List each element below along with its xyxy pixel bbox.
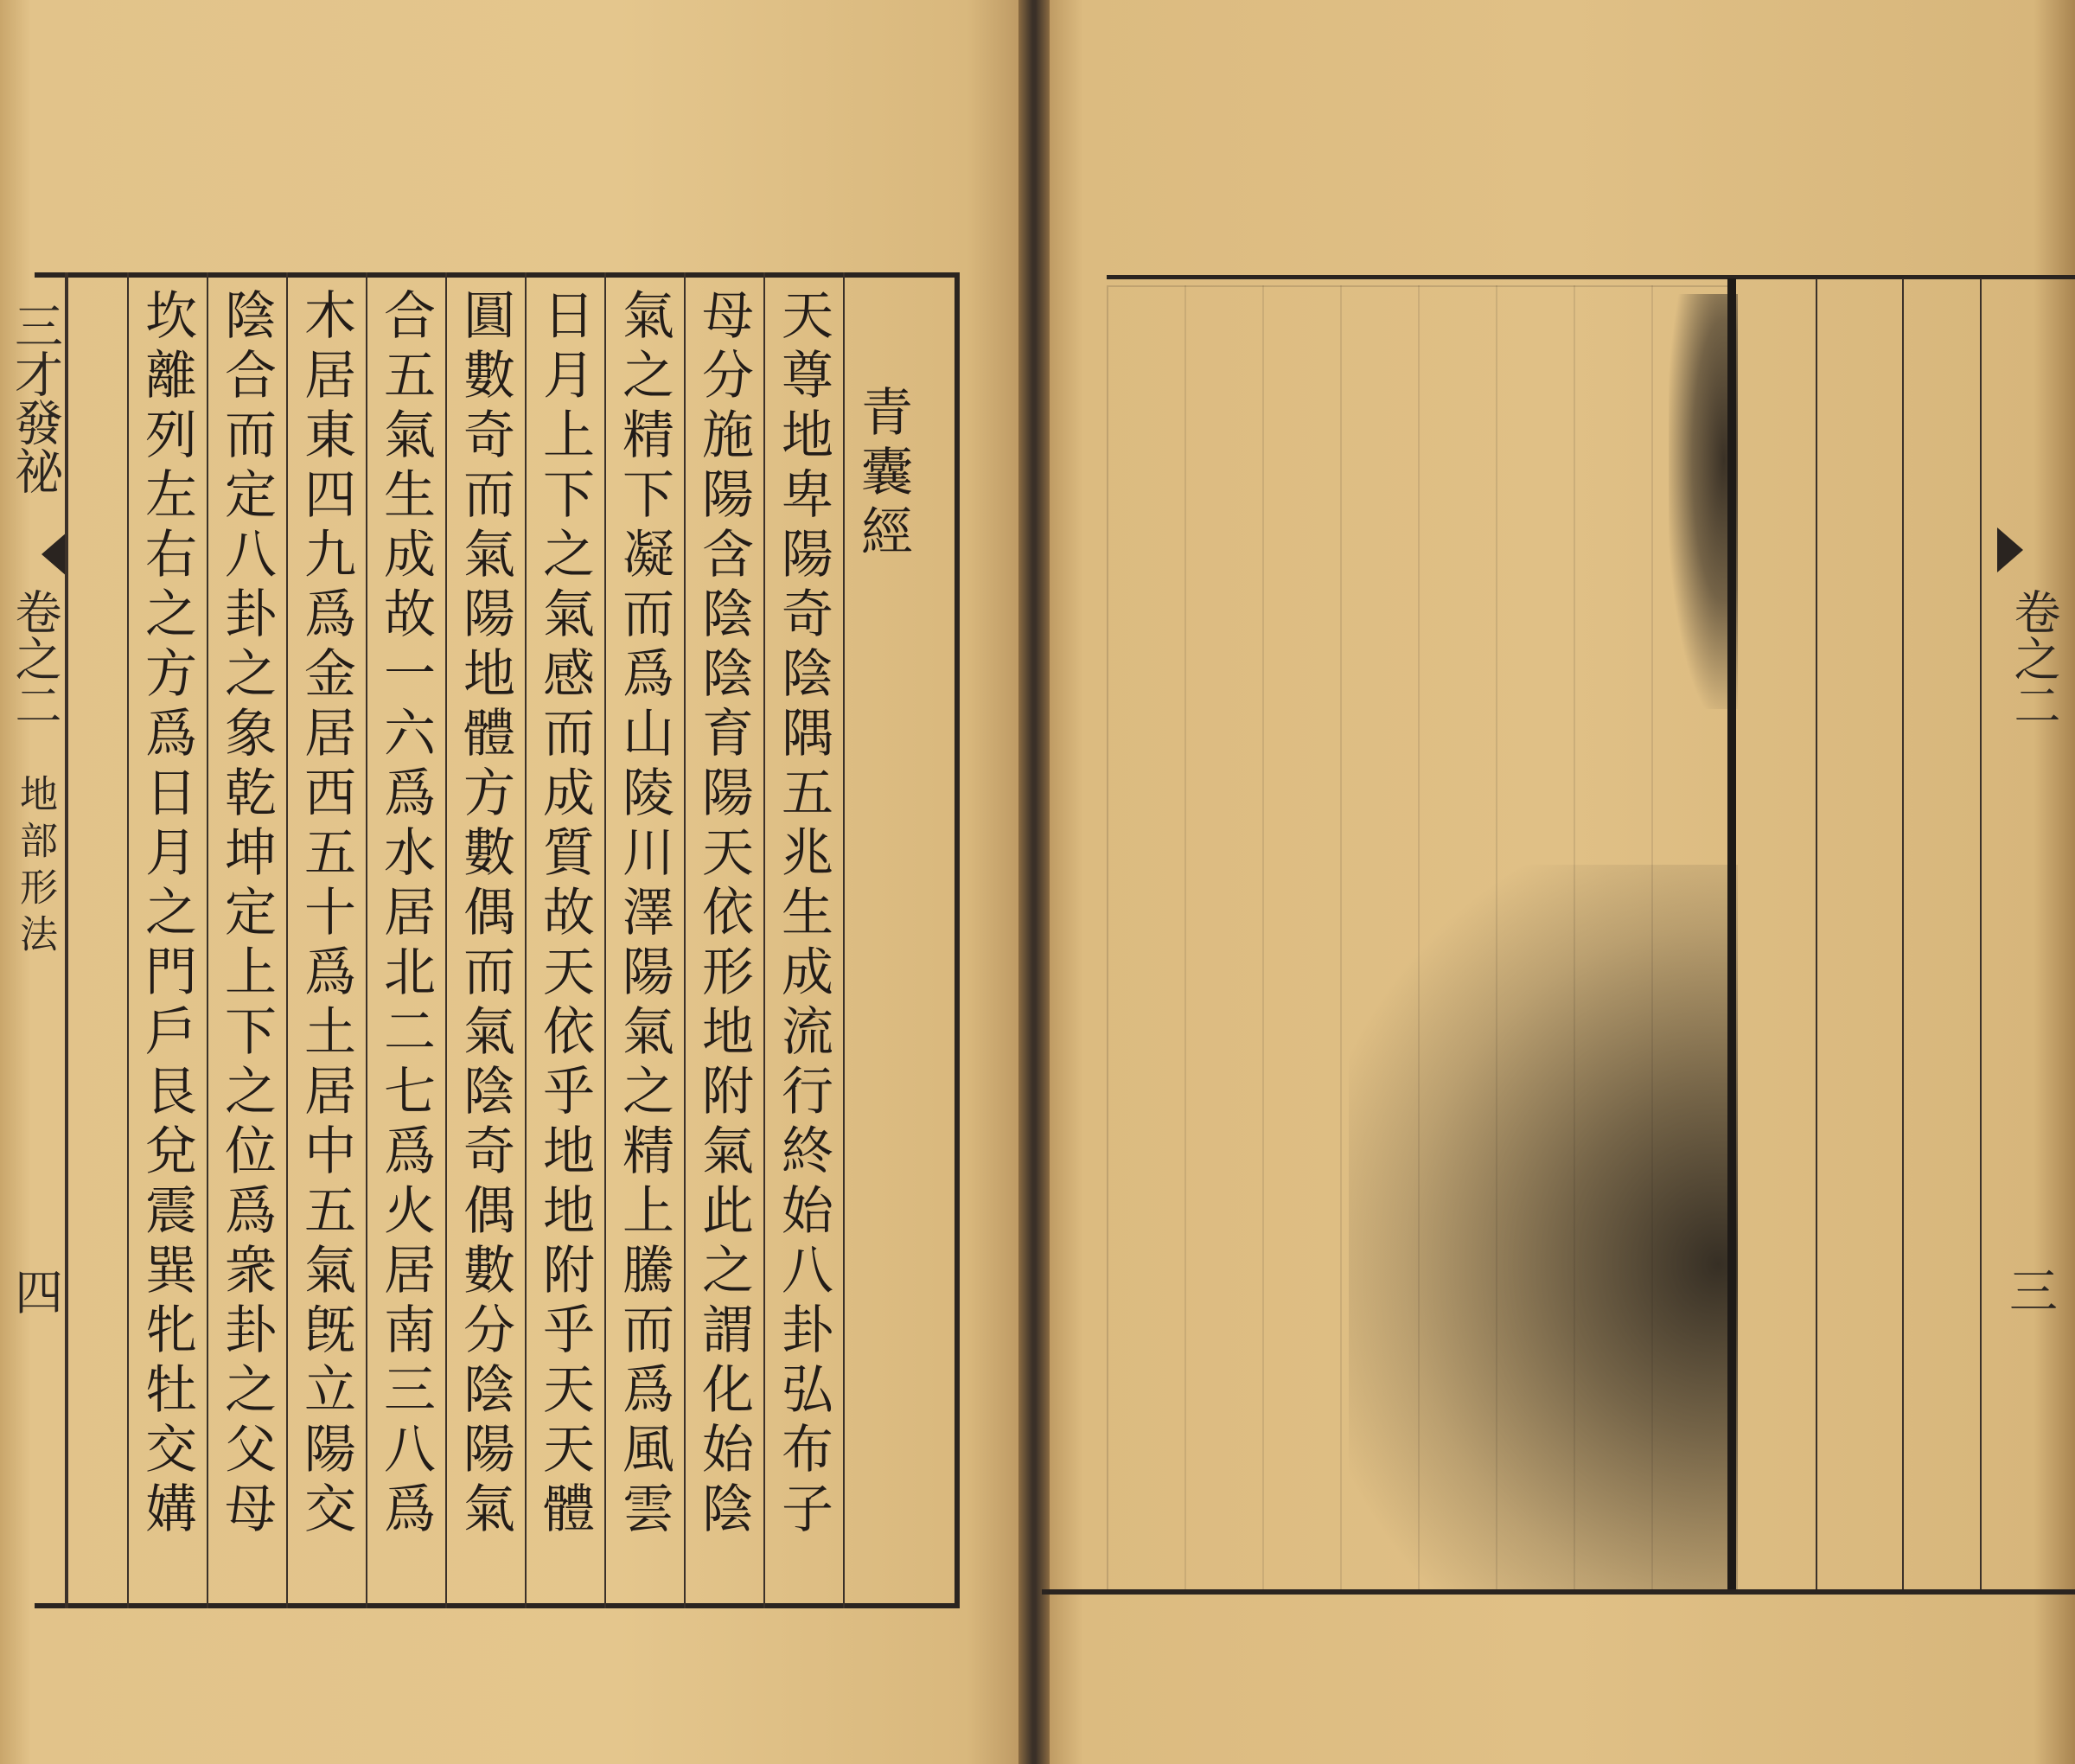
right-heavy-rule [1727, 278, 1736, 1589]
column-text: 木居東四九爲金居西五十爲土居中五氣旣立陽交 [296, 288, 356, 1541]
column-text: 圓數奇而氣陽地體方數偶而氣陰奇偶數分陰陽氣 [455, 288, 515, 1541]
column-text: 氣之精下凝而爲山陵川澤陽氣之精上騰而爲風雲 [614, 288, 674, 1541]
text-column-6 [366, 272, 445, 1608]
text-column-5 [445, 272, 525, 1608]
show-through-rule [1340, 285, 1342, 1591]
column-text: 陰合而定八卦之象乾坤定上下之位爲衆卦之父母 [216, 288, 277, 1541]
banxin-divider [65, 272, 68, 1608]
right-frame-top [1107, 275, 2075, 279]
column-rule [1816, 278, 1817, 1589]
column-text: 合五氣生成故一六爲水居北二七爲火居南三八爲 [375, 288, 436, 1541]
column-rule [1902, 278, 1904, 1589]
text-column-4 [525, 272, 604, 1608]
right-banxin [1989, 278, 2075, 1589]
ink-smudge [1349, 865, 1738, 1591]
text-column-1 [763, 272, 843, 1608]
title-column [843, 272, 923, 1608]
column-rule [1980, 278, 1982, 1589]
column-text: 日月上下之氣感而成質故天依乎地地附乎天天體 [534, 288, 595, 1541]
right-banxin-page-number: 三 [2009, 1264, 2058, 1320]
column-text: 坎離列左右之方爲日月之門戶艮兌震巽牝牡交媾 [137, 288, 197, 1541]
column-text: 天尊地卑陽奇陰隅五兆生成流行終始八卦弘布子 [773, 288, 833, 1541]
show-through-rule [1184, 285, 1186, 1591]
banxin-book-title: 三才發祕 [7, 301, 63, 495]
text-column-8 [207, 272, 286, 1608]
show-through-rule [1262, 285, 1264, 1591]
banxin-section: 地部形法 [13, 774, 57, 961]
right-banxin-juan: 卷之二 [2007, 588, 2061, 728]
text-column-3 [604, 272, 684, 1608]
sutra-title: 青囊經 [852, 385, 913, 564]
column-text: 母分施陽含陰陰育陽天依形地附氣此之謂化始陰 [693, 288, 754, 1541]
banxin-page-number: 四 [7, 1267, 63, 1315]
text-column-2 [684, 272, 763, 1608]
fish-tail-mark [1997, 527, 2049, 572]
text-column-9 [127, 272, 207, 1608]
banxin-juan: 卷之二 [8, 588, 62, 728]
book-gutter [1018, 0, 1050, 1764]
text-column-7 [286, 272, 366, 1608]
